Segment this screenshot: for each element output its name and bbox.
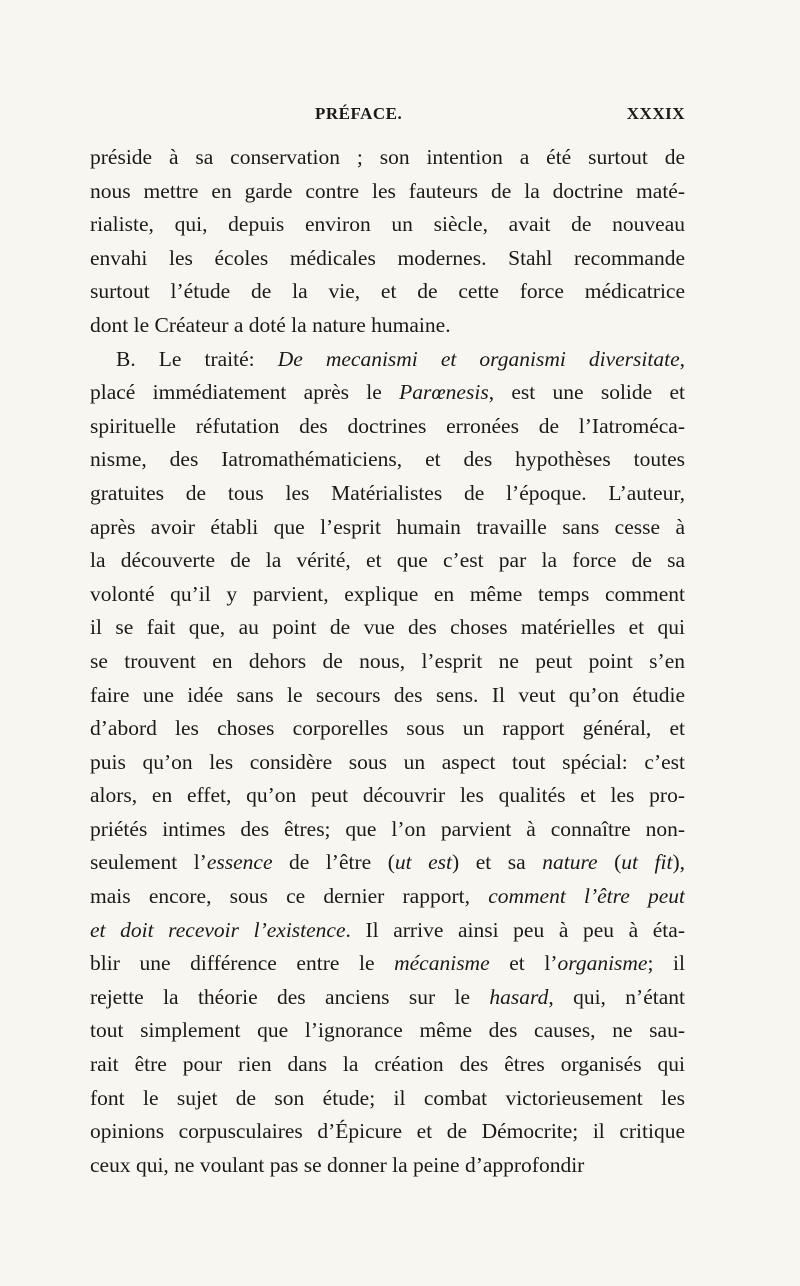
italic-text: mécanisme xyxy=(394,951,490,976)
text-segment: puis qu’on les considère sous un aspect tout spécial: c’est xyxy=(90,749,685,774)
text-segment: après avoir établi que l’esprit humain travaille sans cesse à xyxy=(90,514,685,539)
text-segment: rialiste, qui, depuis environ un siècle, avait de nouveau xyxy=(90,212,685,237)
text-line xyxy=(90,947,685,981)
text-segment: B. Le traité: xyxy=(116,346,278,371)
text-line xyxy=(90,1149,685,1183)
text-line xyxy=(90,914,685,948)
text-line xyxy=(90,410,685,444)
text-line xyxy=(90,1014,685,1048)
text-segment: rejette la théorie des anciens sur le xyxy=(90,984,490,1009)
italic-text: et doit recevoir l’existence xyxy=(90,917,346,942)
text-line xyxy=(90,1048,685,1082)
text-line xyxy=(90,611,685,645)
text-line xyxy=(90,880,685,914)
text-segment: priétés intimes des êtres; que l’on parvient à connaître non- xyxy=(90,816,685,841)
text-segment: placé immédiatement après le xyxy=(90,380,400,405)
text-line xyxy=(90,1082,685,1116)
text-line xyxy=(90,343,685,377)
text-segment: ( xyxy=(597,850,622,875)
italic-text: comment l’être peut xyxy=(488,884,685,909)
text-line xyxy=(90,813,685,847)
text-line xyxy=(90,645,685,679)
text-segment: nous mettre en garde contre les fauteurs de la doctrine maté- xyxy=(90,178,685,203)
text-segment: préside à sa conservation ; son intention a été surtout de xyxy=(90,145,685,169)
text-segment: rait être pour rien dans la création des êtres organisés qui xyxy=(90,1052,685,1077)
text-line xyxy=(90,175,685,209)
text-line xyxy=(90,511,685,545)
text-line xyxy=(90,1115,685,1149)
text-segment: opinions corpusculaires d’Épicure et de Démocrite; il critique xyxy=(90,1119,685,1144)
text-line xyxy=(90,443,685,477)
text-segment: faire une idée sans le secours des sens. Il veut qu’on étudie xyxy=(90,682,685,707)
text-line xyxy=(90,477,685,511)
text-segment: tout simplement que l’ignorance même des causes, ne sau- xyxy=(90,1018,685,1043)
text-line xyxy=(90,779,685,813)
text-segment: mais encore, sous ce dernier rapport, xyxy=(90,884,489,909)
text-segment: , qui, n’étant xyxy=(548,984,685,1009)
italic-text: essence xyxy=(206,850,273,875)
text-line xyxy=(90,846,685,880)
text-segment: envahi les écoles médicales modernes. Stahl recommande xyxy=(90,245,685,270)
italic-text: nature xyxy=(542,850,598,875)
text-segment: et l’ xyxy=(489,951,558,976)
running-title: PRÉFACE. xyxy=(315,104,403,123)
text-segment: se trouvent en dehors de nous, l’esprit ne peut point s’en xyxy=(90,648,685,673)
text-segment: ; il xyxy=(647,951,685,976)
text-line xyxy=(90,712,685,746)
running-header xyxy=(90,104,685,126)
text-segment: spirituelle réfutation des doctrines erronées de l’Iatroméca- xyxy=(90,413,685,438)
text-segment: font le sujet de son étude; il combat victorieusement les xyxy=(90,1085,685,1110)
italic-text: organisme xyxy=(557,951,648,976)
italic-text: ut est xyxy=(394,850,453,875)
text-line xyxy=(90,242,685,276)
text-segment: dont le Créateur a doté la nature humaine. xyxy=(90,312,451,337)
text-segment: nisme, des Iatromathématiciens, et des hypothèses toutes xyxy=(90,447,685,472)
text-segment: seulement l’ xyxy=(90,850,207,875)
text-segment: ), xyxy=(672,850,685,875)
text-segment: la découverte de la vérité, et que c’est par la force de sa xyxy=(90,548,685,573)
text-segment: , est une solide et xyxy=(488,380,685,405)
text-segment: ) et sa xyxy=(452,850,543,875)
text-line xyxy=(90,981,685,1015)
text-line xyxy=(90,679,685,713)
page-number: XXXIX xyxy=(626,104,685,123)
italic-text: hasard xyxy=(489,984,549,1009)
text-segment: ceux qui, ne voulant pas se donner la peine d’approfondir xyxy=(90,1152,585,1177)
text-segment: alors, en effet, qu’on peut découvrir les qualités et les pro- xyxy=(90,783,685,808)
text-segment: de l’être ( xyxy=(272,850,395,875)
text-segment: il se fait que, au point de vue des choses matérielles et qui xyxy=(90,615,685,640)
text-line xyxy=(90,309,685,343)
italic-text: ut fit xyxy=(621,850,673,875)
body-text xyxy=(90,141,685,1182)
text-segment: . Il arrive ainsi peu à peu à éta- xyxy=(345,917,685,942)
text-line xyxy=(90,275,685,309)
text-segment: gratuites de tous les Matérialistes de l’époque. L’auteur, xyxy=(90,480,685,505)
text-segment: blir une différence entre le xyxy=(90,951,395,976)
text-line xyxy=(90,746,685,780)
text-line xyxy=(90,578,685,612)
text-line xyxy=(90,208,685,242)
italic-text: Parœnesis xyxy=(399,380,489,405)
text-line xyxy=(90,544,685,578)
text-segment: d’abord les choses corporelles sous un rapport général, et xyxy=(90,716,685,741)
text-segment: , xyxy=(679,346,685,371)
italic-text: De mecanismi et organismi diversitate xyxy=(277,346,680,371)
text-line xyxy=(90,141,685,175)
text-line xyxy=(90,376,685,410)
text-segment: volonté qu’il y parvient, explique en même temps comment xyxy=(90,581,685,606)
text-segment: surtout l’étude de la vie, et de cette force médicatrice xyxy=(90,279,685,304)
